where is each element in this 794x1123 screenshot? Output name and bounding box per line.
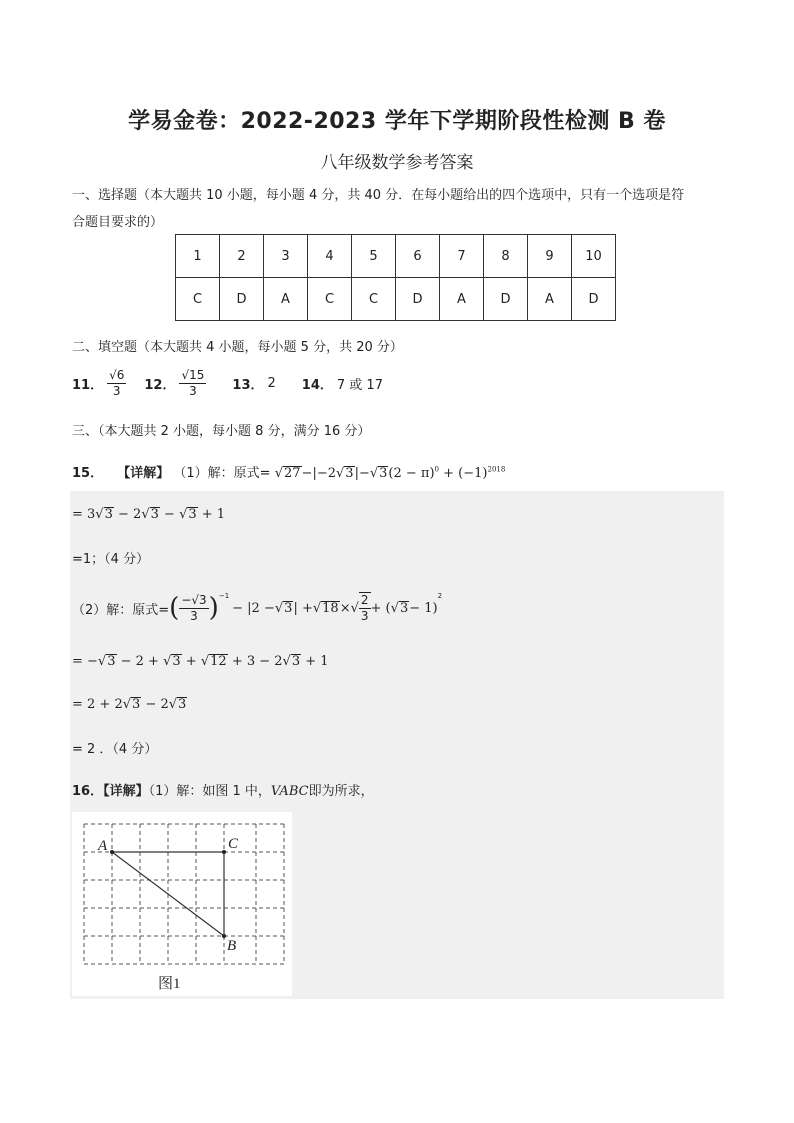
- q14-label: 14．: [301, 378, 333, 393]
- table-cell: 9: [528, 235, 572, 278]
- section2-heading: 二、填空题（本大题共 4 小题，每小题 5 分，共 20 分）: [72, 340, 403, 355]
- table-cell: 5: [352, 235, 396, 278]
- fill-in-answers: [72, 368, 383, 399]
- q11-denominator: 3: [112, 384, 121, 398]
- q12-denominator: 3: [189, 384, 197, 398]
- dashed-grid: [84, 824, 284, 964]
- q15-step1: = 3√3 − 2√3 − √3 + 1: [72, 507, 226, 522]
- q15-tag: 【详解】: [117, 466, 170, 481]
- q15-part2-fraction: $\frac{-√3}{3}$: [181, 592, 207, 623]
- answer-table-number-row: [176, 235, 616, 278]
- q11-label: 11．: [72, 378, 104, 393]
- q15-result1: =1；（4 分）: [72, 552, 150, 567]
- label-a: A: [98, 838, 108, 854]
- table-cell: D: [396, 278, 440, 321]
- figure-1: [72, 812, 292, 996]
- table-cell: 7: [440, 235, 484, 278]
- table-cell: 4: [308, 235, 352, 278]
- point-c: [222, 850, 226, 854]
- table-cell: A: [528, 278, 572, 321]
- table-cell: C: [352, 278, 396, 321]
- q13-answer: 2: [267, 376, 276, 391]
- q15-result2: = 2 ．（4 分）: [72, 742, 158, 757]
- label-c: C: [228, 836, 239, 852]
- section3-heading: 三、（本大题共 2 小题，每小题 8 分，满分 16 分）: [72, 424, 371, 439]
- q12-numerator: 15: [189, 368, 205, 382]
- table-cell: D: [572, 278, 616, 321]
- q13-label: 13．: [232, 378, 264, 393]
- table-cell: 2: [220, 235, 264, 278]
- table-cell: C: [308, 278, 352, 321]
- page-title: 学易金卷：2022-2023 学年下学期阶段性检测 B 卷: [128, 109, 666, 134]
- q15-part2-statement: （2）解：原式= ( $\frac{-√3}{3}$ ) $^{-1}$ − |2 − √3 | + √18 × √ $\frac{2}{3}$ + ( √3 − 1) 2: [72, 592, 443, 623]
- table-cell: 10: [572, 235, 616, 278]
- label-b: B: [227, 938, 237, 954]
- section1-heading: 一、选择题（本大题共 10 小题，每小题 4 分，共 40 分．在每小题给出的四个选项中，只有一个选项是符: [72, 188, 685, 203]
- point-a: [110, 850, 114, 854]
- q15-part2-intro: （2）解：原式=: [72, 602, 170, 618]
- table-cell: 1: [176, 235, 220, 278]
- q16-label: 16．: [72, 784, 104, 799]
- q16-tag: 【详解】: [103, 784, 149, 799]
- table-cell: A: [440, 278, 484, 321]
- q15-part1-statement: [72, 462, 505, 481]
- table-cell: 3: [264, 235, 308, 278]
- table-cell: 8: [484, 235, 528, 278]
- point-b: [222, 934, 226, 938]
- section1-heading-cont: 合题目要求的）: [72, 215, 164, 230]
- table-cell: D: [220, 278, 264, 321]
- figure-caption: 图1: [158, 976, 181, 992]
- page-subtitle: 八年级数学参考答案: [320, 153, 474, 173]
- answer-table-answer-row: [176, 278, 616, 321]
- answer-table: [175, 234, 616, 321]
- table-cell: A: [264, 278, 308, 321]
- q11-answer: $\frac{√6}{3}$: [109, 368, 125, 398]
- table-cell: C: [176, 278, 220, 321]
- q15-step2: = −√3 − 2 + √3 + √12 + 3 − 2√3 + 1: [72, 654, 329, 669]
- q15-part1-expression: $√27-|-2√3|-√3(2 - \pi)^0 + (-1)^{2018}$: [274, 465, 506, 481]
- grid-figure: [72, 812, 292, 996]
- table-cell: D: [484, 278, 528, 321]
- q15-step3: = 2 + 2√3 − 2√3: [72, 697, 187, 712]
- q16-statement: 16．【详解】（1）解：如图 1 中，VABC即为所求，: [72, 784, 374, 799]
- table-cell: 6: [396, 235, 440, 278]
- q12-label: 12．: [144, 378, 176, 393]
- q12-answer: $\frac{√15}{3}$: [181, 368, 205, 398]
- q11-numerator: 6: [116, 368, 125, 382]
- q15-label: 15．: [72, 466, 104, 481]
- q14-answer: 7 或 17: [336, 378, 383, 393]
- q15-part1-intro: （1）解：原式=: [173, 466, 271, 481]
